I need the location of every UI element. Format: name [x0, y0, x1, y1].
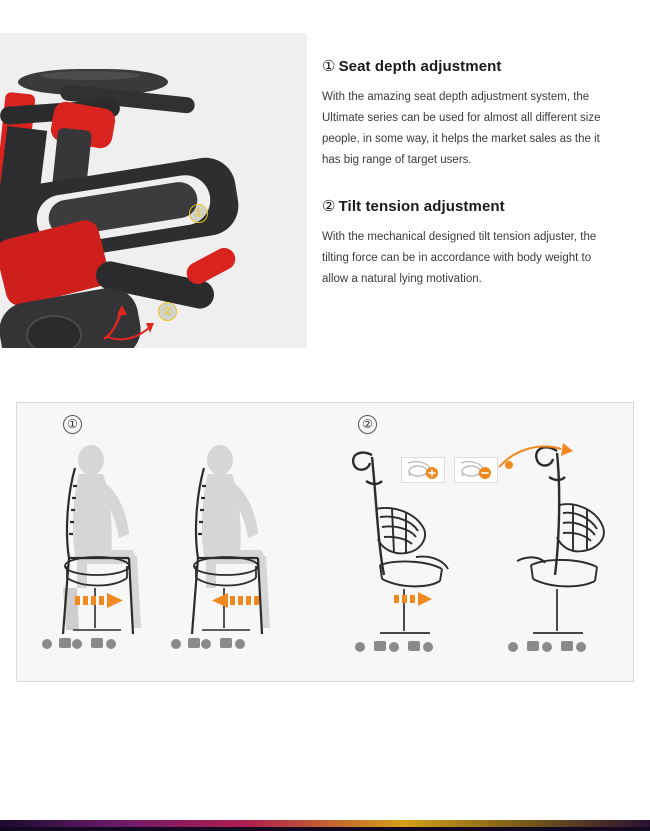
figure-seat-depth-forward	[162, 438, 287, 663]
section-number-2: ②	[322, 197, 336, 215]
figure-tilt-tension-low	[332, 435, 467, 665]
photo-marker-2: ②	[158, 302, 177, 321]
photo-shape-tension-knob	[26, 315, 82, 348]
diagram-panel	[16, 402, 634, 682]
tilt-rotation-arrowhead-icon	[561, 443, 573, 456]
text-panel	[322, 57, 622, 316]
section-heading-seat-depth	[322, 57, 622, 75]
section-number-1: ①	[322, 57, 336, 75]
figure-seat-depth-back	[33, 438, 158, 663]
diagram-label-1: ①	[63, 415, 82, 434]
figure-tilt-tension-high	[487, 435, 622, 665]
photo-red-arrow-icon	[100, 303, 160, 343]
photo-shape-red-lever	[183, 244, 239, 288]
section-body-1: With the amazing seat depth adjustment system, the Ultimate series can be used for almost all different size people, in some way, it helps the market sales as the it has big range of target users.	[322, 91, 601, 166]
chair-mechanism-photo	[0, 33, 307, 348]
section-title-1: Seat depth adjustment	[338, 58, 502, 75]
section-body-2: With the mechanical designed tilt tension adjuster, the tilting force can be in accordance with body weight to allow a natural lying motivation.	[322, 231, 597, 285]
photo-marker-1: ①	[189, 204, 208, 223]
section-heading-tilt-tension	[322, 197, 622, 215]
photo-shape-headrest-highlight	[40, 71, 140, 80]
top-section	[0, 33, 650, 348]
tension-arrow-left-icon	[394, 592, 432, 606]
seat-depth-arrow-forward-icon	[212, 593, 259, 608]
tilt-pivot-dot-icon	[505, 461, 513, 469]
diagram-label-2: ②	[358, 415, 377, 434]
callout-tension-increase	[401, 457, 445, 483]
footer-dark-bar	[0, 827, 650, 831]
callout-tension-decrease	[454, 457, 498, 483]
seat-depth-arrow-back-icon	[75, 593, 123, 608]
section-title-2: Tilt tension adjustment	[338, 198, 505, 215]
